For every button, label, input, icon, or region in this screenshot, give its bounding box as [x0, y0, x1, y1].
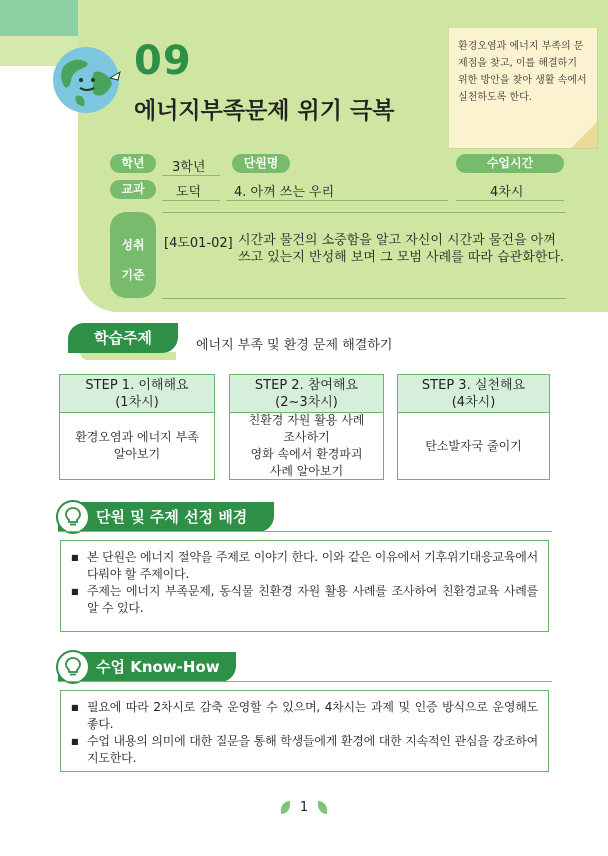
page-number: 1: [299, 800, 309, 815]
bullet-text: 주제는 에너지 부족문제, 동식물 친환경 자원 활용 사례를 조사하여 친환경교육 사례를 알 수 있다.: [87, 584, 538, 615]
step-header: [398, 375, 549, 413]
step-line: 영화 속에서 환경파괴: [250, 447, 363, 461]
bullet-text: 수업 내용의 의미에 대한 질문을 통해 학생들에게 환경에 대한 지속적인 관심을 강조하여 지도한다.: [87, 734, 538, 765]
divider: [58, 531, 552, 532]
bullet-icon: ■: [71, 587, 79, 596]
knowhow-box: [60, 690, 549, 772]
lightbulb-icon: [56, 650, 90, 684]
step-line: 친환경 자원 활용 사례: [248, 413, 365, 427]
sticky-note-text: 환경오염과 에너지 부족의 문제점을 찾고, 이를 해결하기 위한 방안을 찾아 생활 속에서 실천하도록 한다.: [458, 41, 587, 103]
bullet-icon: ■: [71, 553, 79, 562]
divider: [162, 298, 566, 299]
standard-label-line1: 성취: [121, 238, 145, 252]
step-card: [59, 374, 215, 480]
sticky-fold: [571, 122, 597, 148]
section-heading-knowhow: [58, 652, 236, 682]
step-title: STEP 3. 실천해요: [421, 378, 526, 393]
list-item: [71, 699, 538, 733]
leaf-icon: [318, 801, 327, 814]
bullet-icon: ■: [71, 703, 79, 712]
divider: [162, 175, 220, 176]
topic-label: 학습주제: [68, 323, 178, 353]
step-period: (4차시): [451, 395, 496, 410]
page-title: 에너지부족문제 위기 극복: [134, 98, 395, 124]
step-period: (1차시): [115, 395, 159, 410]
bullet-text: 필요에 따라 2차시로 감축 운영할 수 있으며, 4차시는 과제 및 인증 방식으로 운영해도 좋다.: [87, 700, 538, 731]
time-label: 수업시간: [456, 154, 564, 173]
step-line: 사례 알아보기: [269, 464, 344, 478]
time-value: 4차시: [490, 185, 524, 200]
list-item: [71, 549, 538, 583]
leaf-icon: [281, 801, 290, 814]
divider: [58, 681, 552, 682]
background-box: [60, 540, 549, 632]
grade-label: 학년: [110, 154, 156, 173]
step-line: 조사하기: [283, 430, 330, 444]
step-card: [397, 374, 550, 480]
step-body: [398, 413, 549, 479]
step-period: (2~3차시): [275, 395, 338, 410]
page-footer: [280, 800, 328, 815]
step-header: [230, 375, 383, 413]
step-card: [229, 374, 384, 480]
topic-text: 에너지 부족 및 환경 문제 해결하기: [196, 338, 393, 353]
unit-value: 4. 아껴 쓰는 우리: [234, 185, 335, 200]
corner-accent: [0, 0, 82, 36]
subject-value: 도덕: [176, 185, 202, 200]
section-title: 수업 Know-How: [96, 658, 220, 676]
step-line: 환경오염과 에너지 부족: [75, 430, 199, 444]
list-item: [71, 733, 538, 767]
grade-value: 3학년: [172, 160, 206, 175]
divider: [226, 200, 448, 201]
step-title: STEP 2. 참여해요: [254, 378, 359, 393]
list-item: [71, 583, 538, 617]
standard-code: [4도01-02]: [164, 236, 233, 251]
section-heading-background: [58, 502, 274, 532]
step-body: [60, 413, 214, 479]
divider: [162, 212, 566, 213]
step-line: 알아보기: [113, 447, 161, 461]
sticky-note: [449, 28, 597, 148]
divider: [162, 200, 220, 201]
standard-label: [110, 212, 156, 298]
step-title: STEP 1. 이해해요: [85, 378, 189, 393]
bullet-icon: ■: [71, 737, 79, 746]
standard-label-line2: 기준: [121, 268, 145, 282]
step-header: [60, 375, 214, 413]
standard-text: 시간과 물건의 소중함을 알고 자신이 시간과 물건을 아껴 쓰고 있는지 반성해 보며 그 모범 사례를 따라 습관화한다.: [238, 233, 565, 265]
subject-label: 교과: [110, 180, 156, 199]
globe-icon: [50, 44, 122, 116]
divider: [456, 200, 564, 201]
chapter-number: 09: [134, 38, 192, 84]
section-title: 단원 및 주제 선정 배경: [96, 508, 248, 526]
bullet-text: 본 단원은 에너지 절약을 주제로 이야기 한다. 이와 같은 이유에서 기후위기대응교육에서 다뤄야 할 주제이다.: [87, 550, 538, 581]
lightbulb-icon: [56, 500, 90, 534]
step-body: [230, 413, 383, 479]
step-line: 탄소발자국 줄이기: [425, 438, 522, 453]
unit-label: 단원명: [232, 154, 290, 173]
topic-tag-decoration: [80, 352, 176, 360]
